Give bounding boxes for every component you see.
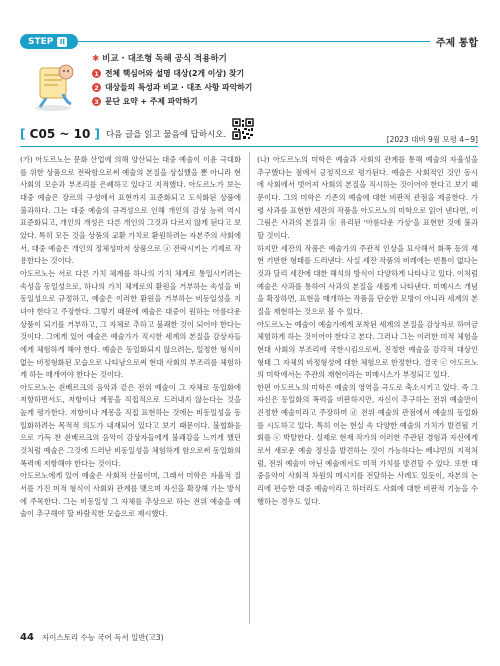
paragraph: 아도르노는 예술이 예술가에게 포착된 세계의 본질을 감상자로 하여금 체험하게 하는 것이어야 한다고 본다. 그러나 그는 이러한 미적 체험을 현대 사회의 부조리에 국한시킴으로써, 진정한 예술을 감각적 대상인 형태 그 자체의 비정형성에 대한 체험으로 한정한다. 결국 ⓒ 아도르노의 미학에서는 주관의 재현이라는 미메시스가 부정되고 있다. [257, 319, 478, 380]
question-instruction: 다음 글을 읽고 물음에 답하시오. [105, 130, 227, 140]
number-badge: 2 [92, 83, 101, 92]
paragraph: 아도르노는 쇤베르크의 음악과 같은 전위 예술이 그 자체로 동일화에 저항하면서도, 저항이나 계몽을 직접적으로 드러내지 않는다는 것을 높게 평가한다. 저항이나 계몽을 직접 표현하는 것에는 비동일성을 동일화하려는 목적적 의도가 내재되어 있다고 보기 때문이다. 불협화음으로 가득 찬 쇤베르크의 음악이 감상자들에게 불쾌감을 느끼게 했던 것처럼 예술은 그것에 드러난 비동일성을 체험하게 함으로써 동일화의 폭력에 저항해야 한다는 것이다. [20, 382, 241, 468]
question-header [20, 124, 226, 144]
number-badge: 1 [92, 69, 101, 78]
guide-item: 3 문단 요약 + 주제 파악하기 [92, 96, 352, 107]
step-badge [20, 34, 78, 49]
number-badge: 3 [92, 97, 101, 106]
step-number: II [57, 37, 67, 47]
paragraph: 하지만 세잔의 작품은 예술가의 주관적 인상을 묘사해서 화폭 등의 재현 기반한 형태를 드러낸다. 사실 세잔 작품의 비례에는 빈틈이 없다는 것과 달리 세잔에 대한 해석의 방식이 다양하게 나타나고 있다. 이처럼 예술은 사과를 통하여 사과의 본질을 새롭게 나타낸다. 미메시스 개념을 확장하면, 표현을 매개하는 작품을 단순한 모방이 아니라 세계의 본질을 재현하는 것으로 볼 수 있다. [257, 243, 478, 316]
paragraph: 아도르노에게 있어 예술은 사회적 산물이며, 그래서 미학은 자율적 질서를 가진 미적 형식이 사회와 관계를 맺으며 자신을 확장해 가는 방식에 주목한다. 그는 비동일성 그 자체를 추상으로 하는 전위 예술을 예술이 추구해야 할 바람직한 모습으로 제시했다. [20, 471, 241, 519]
guide-title: ✱ 비교 · 대조형 독해 공식 적용하기 [92, 54, 227, 64]
guide-item: 1 전체 핵심어와 설명 대상(2개 이상) 찾기 [92, 68, 352, 79]
section-title: 주제 통합 [435, 38, 478, 49]
page-footer [20, 632, 164, 643]
question-rule [20, 146, 478, 147]
exam-source: [2023 대비 9월 모평 4~9] [386, 135, 478, 144]
passage-right-column [257, 154, 478, 508]
guide-item: 2 대상들의 특성과 비교 · 대조 사항 파악하기 [92, 82, 352, 93]
mascot-illustration [26, 58, 80, 112]
star-icon: ✱ [92, 54, 100, 64]
reading-guide [92, 52, 352, 110]
paragraph: (가) 아도르노는 문화 산업에 의해 양산되는 대중 예술이 이윤 극대화를 위한 상품으로 전락함으로써 예술의 본질을 상실했을 뿐 아니라 현 사회의 모순과 부조리를 은폐하고 있다고 지적했다. 아도르노가 보는 대중 예술은 장르의 구성에서 표현까지 표준화되고 도식화된 상품에 불과하다. 그는 대중 예술의 규격성으로 인해 개인의 감상 능력 역시 표준화되고, 개인의 개성은 다른 개인의 그것과 다르지 않게 된다고 보았다. 특히 모든 것을 상품의 교환 가치로 환원하려는 자본주의 사회에서, 대중 예술은 개인의 정체성마저 상품으로 ⓐ 전락시키는 기제로 작용한다는 것이다. [20, 155, 241, 266]
question-range: [ C05 ~ 10 ] [20, 127, 100, 141]
step-label: STEP [28, 36, 54, 47]
paragraph: 한편 아도르노의 미학은 예술의 영역을 극도로 축소시키고 있다. 즉 그 자신은 동일화의 폭력을 비판하지만, 자신이 추구하는 전위 예술만이 진정한 예술이라고 주장하며 ⓓ 전위 예술의 관점에서 예술의 동일화를 시도하고 있다. 특히 이는 현실 속 다양한 예술의 가치가 발견될 기회를 ⓔ 박탈한다. 실제로 현재 작가의 이러한 주관된 경험과 자신에게로서 새로운 예술 정신을 발견하는 것이 가능하다는 베냐민의 지적처럼, 전위 예술이 아닌 예술에서도 미적 가치를 발견할 수 있다. 또한 대중음악이 사회적 차원의 메시지를 전달하는 사례도 있듯이, 자본의 논리에 편승한 대중 예술이라고 하더라도 사회에 대한 비판적 기능을 수행하는 경우도 있다. [257, 382, 478, 506]
paragraph: 아도르노는 서로 다른 가치 체계를 하나의 가치 체계로 통일시키려는 속성을 동일성으로, 하나의 가치 체계로의 환원을 거부하는 속성을 비동일성으로 규정하고, 예술은 이러한 환원을 거부하는 비동일성을 지녀야 한다고 주장한다. 그렇기 때문에 예술은 대중이 원하는 아름다운 상품이 되기를 거부하고, 그 자체로 추하고 불쾌한 것이 되어야 한다는 것이다. 그에게 있어 예술은 예술가가 직시한 세계의 본질을 감상자들에게 체험하게 해야 한다. 예술은 동일화되지 않으려는, 일정한 형식이 없는 비정형화된 모습으로 나타남으로써 현대 사회의 부조리를 체험하게 하는 매개여야 한다는 것이다. [20, 268, 241, 380]
passage-left-column [20, 154, 241, 521]
qr-code-icon[interactable] [232, 118, 254, 140]
column-divider [249, 152, 250, 624]
book-title: 자이스토리 수능 국어 독서 일반(고3) [41, 633, 164, 642]
paragraph: (나) 아도르노의 미학은 예술과 사회의 관계를 통해 예술의 자율성을 추구했다는 점에서 긍정적으로 평가된다. 예술은 사회적인 것인 동시에 사회에서 벗어져 사회의 본질을 직시하는 것이어야 한다고 보기 때문이다. 그의 미학은 기존의 예술에 대한 비판적 관점을 제공한다. 가령 사과를 표현한 세잔의 작품을 아도르노의 미학으로 읽어 낸다면, 이 그림은 사과의 본질과 ⓑ 유리된 '아름다운 가상'을 표현한 것에 불과할 것이다. [257, 155, 478, 240]
page-number: 44 [20, 632, 34, 643]
header-rule [78, 41, 430, 42]
